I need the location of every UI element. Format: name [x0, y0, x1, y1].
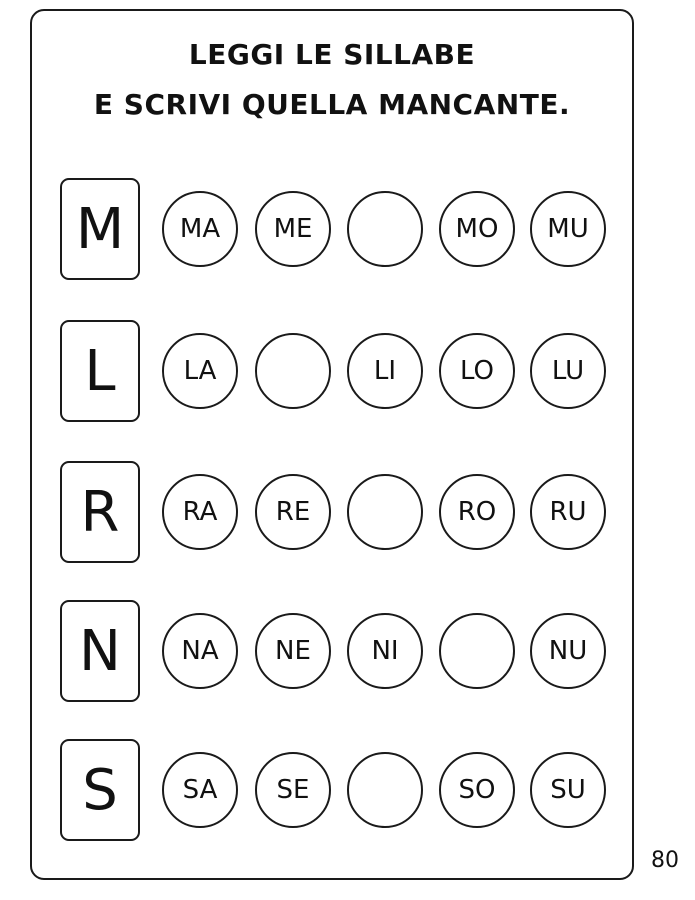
syllable-circle: MU	[530, 191, 606, 267]
syllable-circle: RU	[530, 474, 606, 550]
syllable-row-l	[60, 320, 620, 424]
syllable-circle: MO	[439, 191, 515, 267]
letter-card: N	[60, 600, 140, 702]
syllable-circle: RA	[162, 474, 238, 550]
syllable-circle: RE	[255, 474, 331, 550]
letter-card: S	[60, 739, 140, 841]
worksheet-title-line-2: E SCRIVI QUELLA MANCANTE.	[93, 88, 571, 121]
syllable-circle: SO	[439, 752, 515, 828]
letter-card: L	[60, 320, 140, 422]
worksheet-title-line-1: LEGGI LE SILLABE	[188, 38, 476, 71]
page-number: 80	[651, 848, 679, 873]
syllable-circle: MA	[162, 191, 238, 267]
syllable-circle: RO	[439, 474, 515, 550]
syllable-circle: LI	[347, 333, 423, 409]
blank-syllable-circle[interactable]	[439, 613, 515, 689]
syllable-row-m	[60, 178, 620, 282]
blank-syllable-circle[interactable]	[255, 333, 331, 409]
blank-syllable-circle[interactable]	[347, 191, 423, 267]
syllable-circle: LU	[530, 333, 606, 409]
syllable-circle: LO	[439, 333, 515, 409]
syllable-row-s	[60, 739, 620, 843]
syllable-circle: NE	[255, 613, 331, 689]
syllable-circle: SU	[530, 752, 606, 828]
letter-card: M	[60, 178, 140, 280]
syllable-row-r	[60, 461, 620, 565]
blank-syllable-circle[interactable]	[347, 752, 423, 828]
syllable-circle: SE	[255, 752, 331, 828]
syllable-circle: ME	[255, 191, 331, 267]
syllable-circle: NA	[162, 613, 238, 689]
blank-syllable-circle[interactable]	[347, 474, 423, 550]
syllable-circle: NI	[347, 613, 423, 689]
syllable-circle: SA	[162, 752, 238, 828]
syllable-row-n	[60, 600, 620, 704]
syllable-circle: NU	[530, 613, 606, 689]
letter-card: R	[60, 461, 140, 563]
syllable-circle: LA	[162, 333, 238, 409]
